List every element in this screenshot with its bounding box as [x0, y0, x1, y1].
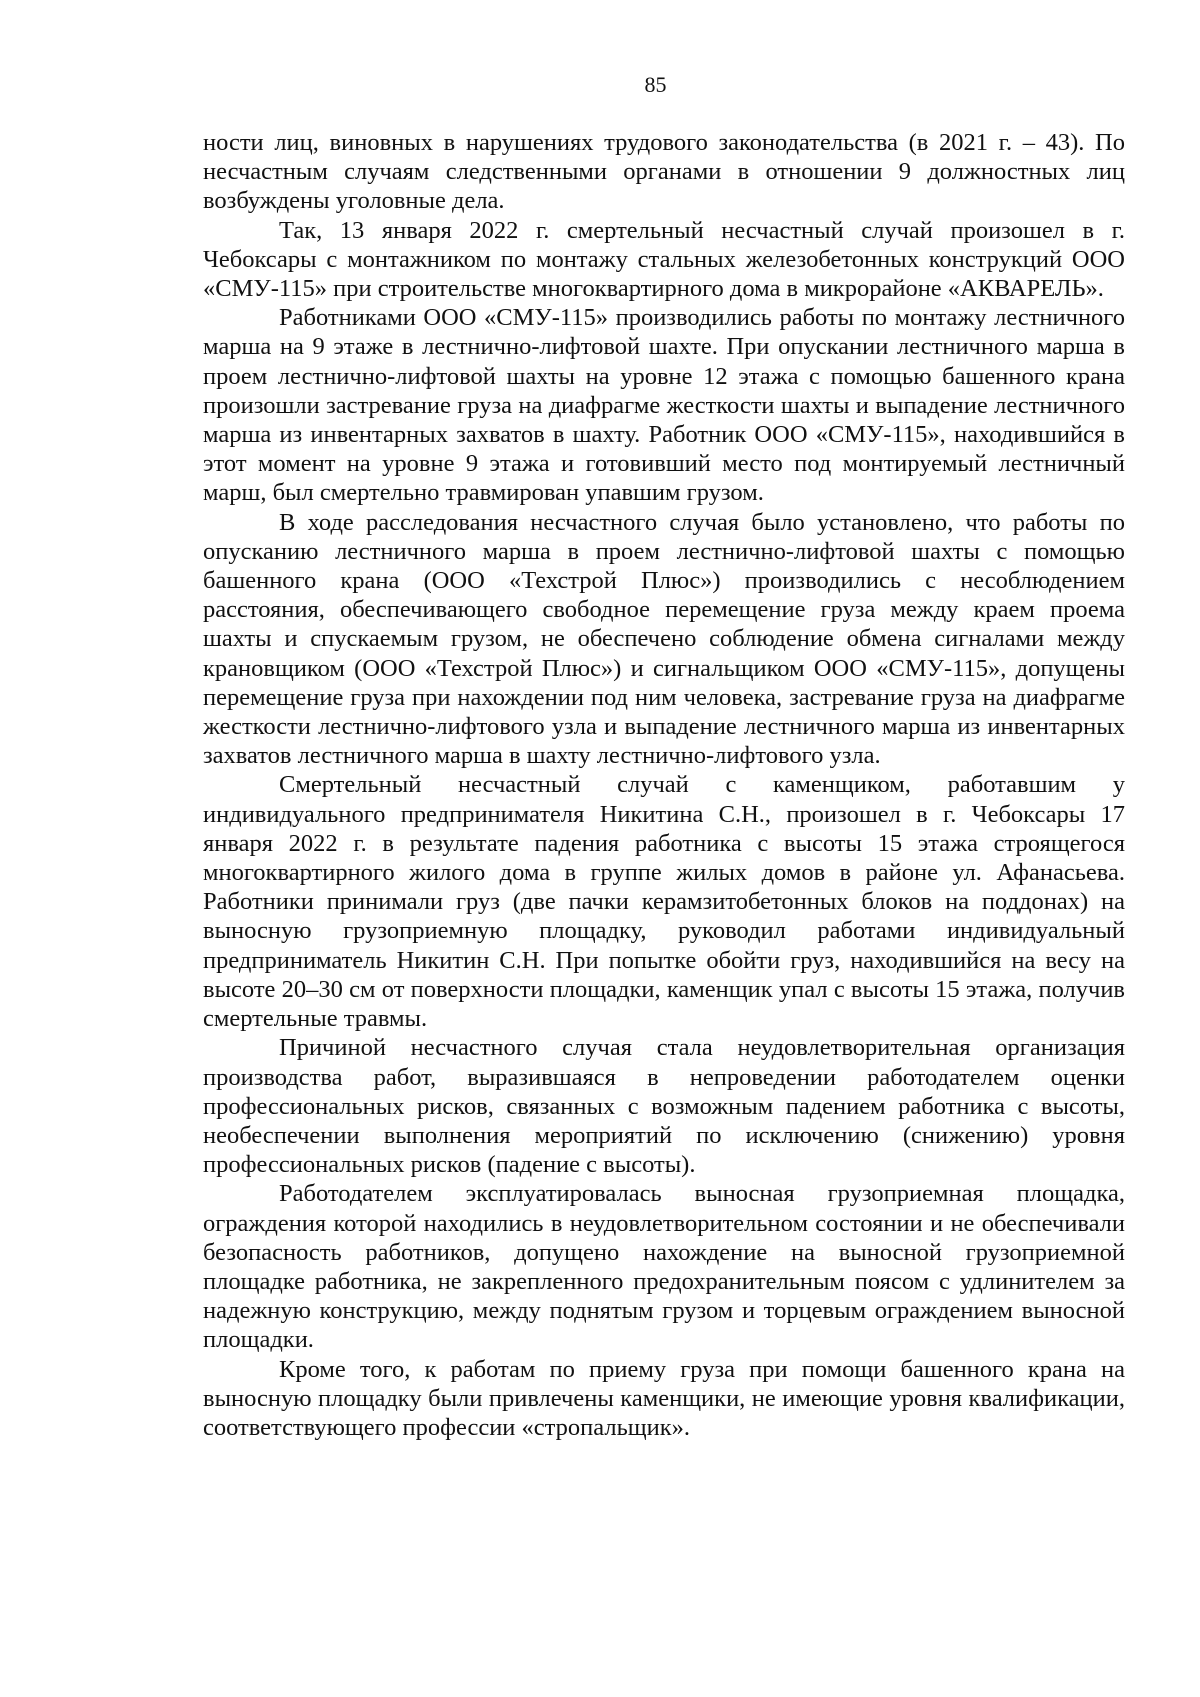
- paragraph-investigation-findings: В ходе расследования несчастного случая было установлено, что работы по опусканию лестничного марша в проем лестнично-лифтовой шахты с помощью башенного крана (ООО «Техстрой Плюс») производились с несоблюдением расстояния, обеспечивающего свободное перемещение груза между краем проема шахты и спускаемым грузом, не обеспечено соблюдение обмена сигналами между крановщиком (ООО «Техстрой Плюс») и сигнальщиком ООО «СМУ-115», допущены перемещение груза при нахождении под ним человека, застревание груза на диафрагме жесткости лестнично-лифтового узла и выпадение лестничного марша из инвентарных захватов лестничного марша в шахту лестнично-лифтового узла.: [203, 508, 1125, 770]
- paragraph-qualification: Кроме того, к работам по приему груза при помощи башенного крана на выносную площадку были привлечены каменщики, не имеющие уровня квалификации, соответствующего профессии «стропальщик».: [203, 1355, 1125, 1441]
- page-number: 85: [644, 72, 667, 97]
- paragraph-employer-violations: Работодателем эксплуатировалась выносная грузоприемная площадка, ограждения которой находились в неудовлетворительном состоянии и не обеспечивали безопасность работников, допущено нахождение на выносной грузоприемной площадке работника, не закрепленного предохранительным поясом с удлинителем за надежную конструкцию, между поднятым грузом и торцевым ограждением выносной площадки.: [203, 1180, 1125, 1354]
- paragraph-accident-january-13: Так, 13 января 2022 г. смертельный несчастный случай произошел в г. Чебоксары с монтажником по монтажу стальных железобетонных конструкций ООО «СМУ-115» при строительстве многоквартирного дома в микрорайоне «АКВАРЕЛЬ».: [203, 216, 1125, 303]
- paragraph-cause: Причиной несчастного случая стала неудовлетворительная организация производства работ, выразившаяся в непроведении работодателем оценки профессиональных рисков, связанных с возможным падением работника с высоты, необеспечении выполнения мероприятий по исключению (снижению) уровня профессиональных рисков (падение с высоты).: [203, 1034, 1125, 1179]
- paragraph-accident-january-17: Смертельный несчастный случай с каменщиком, работавшим у индивидуального предпринимателя Никитина С.Н., произошел в г. Чебоксары 17 января 2022 г. в результате падения работника с высоты 15 этажа строящегося многоквартирного жилого дома в группе жилых домов в районе ул. Афанасьева. Работники принимали груз (две пачки керамзитобетонных блоков на поддонах) на выносную грузоприемную площадку, руководил работами индивидуальный предприниматель Никитин С.Н. При попытке обойти груз, находившийся на весу на высоте 20–30 см от поверхности площадки, каменщик упал с высоты 15 этажа, получив смертельные травмы.: [203, 771, 1125, 1033]
- document-body: [203, 128, 1125, 1442]
- paragraph-work-description: Работниками ООО «СМУ-115» производились работы по монтажу лестничного марша на 9 этаже в лестнично-лифтовой шахте. При опускании лестничного марша в проем лестнично-лифтовой шахты на уровне 12 этажа с помощью башенного крана произошли застревание груза на диафрагме жесткости шахты и выпадение лестничного марша из инвентарных захватов в шахту. Работник ООО «СМУ-115», находившийся в этот момент на уровне 9 этажа и готовивший место под монтируемый лестничный марш, был смертельно травмирован упавшим грузом.: [203, 304, 1125, 507]
- paragraph-continuation: ности лиц, виновных в нарушениях трудового законодательства (в 2021 г. – 43). По несчастным случаям следственными органами в отношении 9 должностных лиц возбуждены уголовные дела.: [203, 129, 1125, 215]
